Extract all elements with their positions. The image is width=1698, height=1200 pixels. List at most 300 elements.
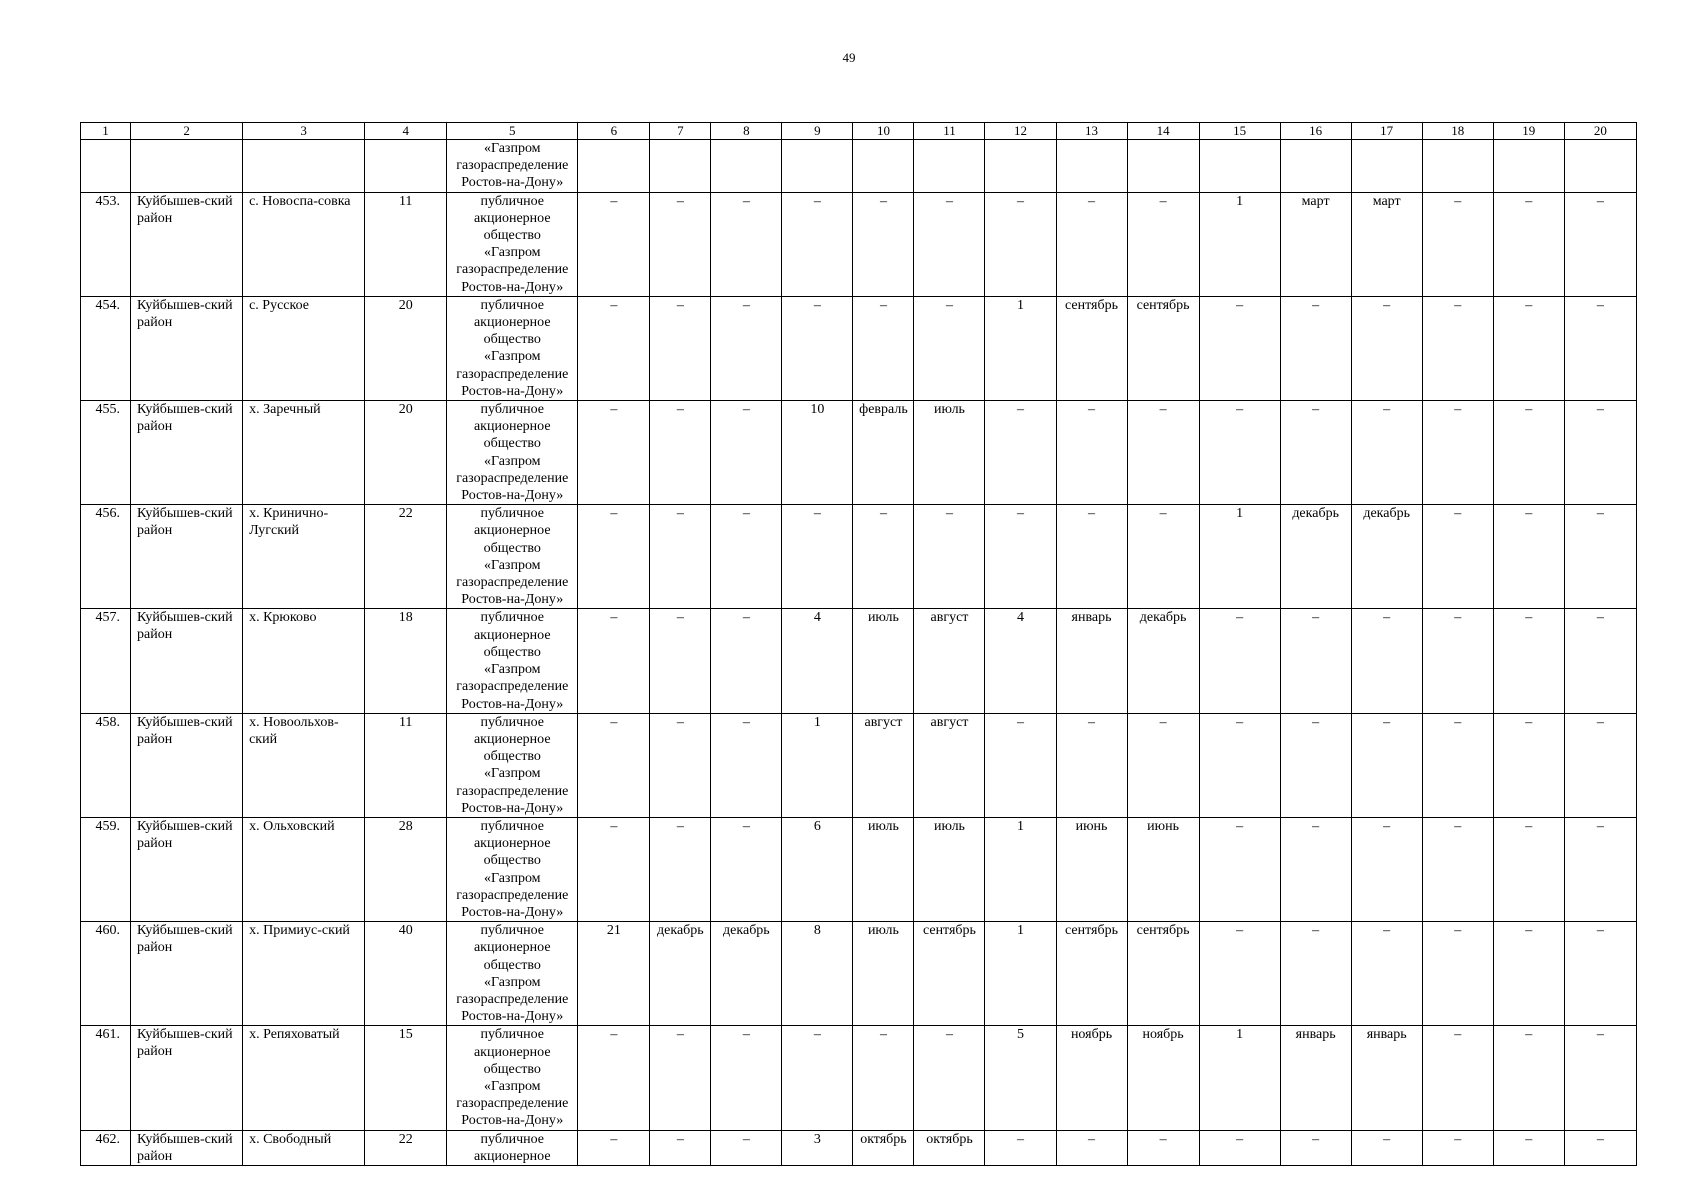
- owner-cell: [447, 140, 578, 193]
- value-cell-col-14: декабрь: [1127, 609, 1199, 713]
- gasification-schedule-table: [80, 122, 1637, 1166]
- value-cell-col-18: –: [1422, 296, 1493, 400]
- column-header-9: 9: [782, 123, 853, 140]
- value-cell-col-10: –: [853, 296, 914, 400]
- value-cell-col-18: –: [1422, 817, 1493, 921]
- value-cell-col-6: –: [578, 192, 650, 296]
- value-cell-col-12: –: [985, 1130, 1056, 1165]
- owner-line: «Газпром: [483, 245, 541, 261]
- owner-cell: [447, 713, 578, 817]
- empty-cell: [1493, 140, 1564, 193]
- value-cell-col-13: –: [1056, 1130, 1127, 1165]
- column-header-14: 14: [1127, 123, 1199, 140]
- value-cell-col-9: –: [782, 192, 853, 296]
- empty-cell: [81, 140, 131, 193]
- value-cell-col-14: –: [1127, 192, 1199, 296]
- owner-line: газораспределение: [456, 470, 569, 486]
- value-cell-col-6: –: [578, 1130, 650, 1165]
- owner-line: Ростов-на-Дону»: [461, 488, 564, 504]
- value-cell-col-7: –: [650, 1130, 711, 1165]
- value-cell-col-15: –: [1199, 296, 1280, 400]
- empty-cell: [243, 140, 365, 193]
- owner-line: общество: [483, 644, 541, 660]
- value-cell-col-9: 6: [782, 817, 853, 921]
- value-cell-col-7: –: [650, 713, 711, 817]
- value-cell-col-9: 10: [782, 401, 853, 505]
- value-cell-col-11: август: [914, 609, 985, 713]
- row-number: 458.: [81, 713, 131, 817]
- value-cell-col-17: –: [1351, 296, 1422, 400]
- table-row-continuation: [81, 140, 1637, 193]
- owner-line: акционерное: [473, 731, 551, 747]
- value-cell-col-16: –: [1280, 713, 1351, 817]
- value-cell-col-15: –: [1199, 1130, 1280, 1165]
- value-cell-col-9: –: [782, 1026, 853, 1130]
- district-cell: Куйбышев-ский район: [131, 1130, 243, 1165]
- empty-cell: [782, 140, 853, 193]
- value-cell-col-10: –: [853, 505, 914, 609]
- empty-cell: [914, 140, 985, 193]
- table-body: [81, 140, 1637, 1166]
- value-cell-col-15: 1: [1199, 192, 1280, 296]
- owner-line: общество: [483, 332, 541, 348]
- value-cell-col-16: –: [1280, 609, 1351, 713]
- value-cell-col-9: –: [782, 296, 853, 400]
- value-cell-col-6: –: [578, 713, 650, 817]
- value-cell-col-20: –: [1564, 1130, 1636, 1165]
- value-cell-col-11: –: [914, 192, 985, 296]
- owner-line: «Газпром: [483, 453, 541, 469]
- value-cell-col-13: январь: [1056, 609, 1127, 713]
- row-number: 462.: [81, 1130, 131, 1165]
- column-header-20: 20: [1564, 123, 1636, 140]
- value-cell-col-17: январь: [1351, 1026, 1422, 1130]
- owner-line: Ростов-на-Дону»: [461, 592, 564, 608]
- empty-cell: [1564, 140, 1636, 193]
- count-cell: 20: [365, 401, 447, 505]
- owner-line: Ростов-на-Дону»: [461, 279, 564, 295]
- column-header-12: 12: [985, 123, 1056, 140]
- page-number: 49: [842, 50, 856, 65]
- empty-cell: [650, 140, 711, 193]
- value-cell-col-15: 1: [1199, 1026, 1280, 1130]
- value-cell-col-8: –: [711, 192, 782, 296]
- value-cell-col-13: сентябрь: [1056, 922, 1127, 1026]
- value-cell-col-8: –: [711, 505, 782, 609]
- value-cell-col-9: –: [782, 505, 853, 609]
- value-cell-col-9: 3: [782, 1130, 853, 1165]
- owner-line: общество: [483, 228, 541, 244]
- value-cell-col-20: –: [1564, 296, 1636, 400]
- owner-line: общество: [483, 436, 541, 452]
- owner-cell: [447, 296, 578, 400]
- owner-line: акционерное: [473, 627, 551, 643]
- value-cell-col-18: –: [1422, 1026, 1493, 1130]
- owner-line: публичное: [480, 1131, 544, 1147]
- value-cell-col-13: –: [1056, 192, 1127, 296]
- value-cell-col-19: –: [1493, 713, 1564, 817]
- value-cell-col-15: –: [1199, 922, 1280, 1026]
- locality-cell: х. Заречный: [243, 401, 365, 505]
- locality-cell: х. Крюково: [243, 609, 365, 713]
- value-cell-col-7: –: [650, 505, 711, 609]
- empty-cell: [131, 140, 243, 193]
- district-cell: Куйбышев-ский район: [131, 609, 243, 713]
- count-cell: 15: [365, 1026, 447, 1130]
- value-cell-col-10: –: [853, 192, 914, 296]
- empty-cell: [1056, 140, 1127, 193]
- empty-cell: [711, 140, 782, 193]
- owner-line: публичное: [480, 610, 544, 626]
- value-cell-col-9: 4: [782, 609, 853, 713]
- owner-line: акционерное: [473, 836, 551, 852]
- column-header-18: 18: [1422, 123, 1493, 140]
- value-cell-col-11: октябрь: [914, 1130, 985, 1165]
- owner-cell: [447, 817, 578, 921]
- column-header-13: 13: [1056, 123, 1127, 140]
- row-number: 453.: [81, 192, 131, 296]
- value-cell-col-16: –: [1280, 817, 1351, 921]
- owner-line: «Газпром: [483, 766, 541, 782]
- count-cell: 18: [365, 609, 447, 713]
- column-header-11: 11: [914, 123, 985, 140]
- column-header-1: 1: [81, 123, 131, 140]
- owner-line: газораспределение: [456, 575, 569, 591]
- value-cell-col-7: декабрь: [650, 922, 711, 1026]
- value-cell-col-7: –: [650, 296, 711, 400]
- value-cell-col-19: –: [1493, 505, 1564, 609]
- value-cell-col-18: –: [1422, 192, 1493, 296]
- value-cell-col-12: 5: [985, 1026, 1056, 1130]
- column-header-6: 6: [578, 123, 650, 140]
- value-cell-col-14: июнь: [1127, 817, 1199, 921]
- owner-cell: [447, 505, 578, 609]
- value-cell-col-8: –: [711, 1026, 782, 1130]
- owner-line: публичное: [480, 297, 544, 313]
- value-cell-col-14: –: [1127, 1130, 1199, 1165]
- value-cell-col-17: –: [1351, 817, 1422, 921]
- column-header-4: 4: [365, 123, 447, 140]
- value-cell-col-6: –: [578, 817, 650, 921]
- value-cell-col-6: –: [578, 505, 650, 609]
- value-cell-col-11: июль: [914, 817, 985, 921]
- owner-line: акционерное: [473, 1148, 551, 1164]
- value-cell-col-8: –: [711, 817, 782, 921]
- value-cell-col-13: июнь: [1056, 817, 1127, 921]
- row-number: 460.: [81, 922, 131, 1026]
- owner-cell: [447, 1026, 578, 1130]
- value-cell-col-20: –: [1564, 505, 1636, 609]
- row-number: 456.: [81, 505, 131, 609]
- empty-cell: [1280, 140, 1351, 193]
- owner-line: общество: [483, 540, 541, 556]
- value-cell-col-8: –: [711, 1130, 782, 1165]
- owner-line: «Газпром: [483, 1078, 541, 1094]
- value-cell-col-18: –: [1422, 922, 1493, 1026]
- locality-cell: х. Репяховатый: [243, 1026, 365, 1130]
- owner-cell: [447, 1130, 578, 1165]
- owner-line: Ростов-на-Дону»: [461, 175, 564, 191]
- owner-line: акционерное: [473, 419, 551, 435]
- owner-line: акционерное: [473, 315, 551, 331]
- value-cell-col-18: –: [1422, 1130, 1493, 1165]
- column-header-10: 10: [853, 123, 914, 140]
- locality-cell: х. Свободный: [243, 1130, 365, 1165]
- value-cell-col-8: –: [711, 609, 782, 713]
- owner-line: публичное: [480, 1027, 544, 1043]
- table-row: [81, 1130, 1637, 1165]
- owner-cell: [447, 401, 578, 505]
- owner-line: Ростов-на-Дону»: [461, 904, 564, 920]
- row-number: 461.: [81, 1026, 131, 1130]
- value-cell-col-17: –: [1351, 609, 1422, 713]
- value-cell-col-20: –: [1564, 922, 1636, 1026]
- owner-line: общество: [483, 853, 541, 869]
- value-cell-col-16: март: [1280, 192, 1351, 296]
- value-cell-col-11: июль: [914, 401, 985, 505]
- value-cell-col-15: –: [1199, 609, 1280, 713]
- value-cell-col-18: –: [1422, 401, 1493, 505]
- value-cell-col-10: октябрь: [853, 1130, 914, 1165]
- column-number-header: [81, 123, 1637, 140]
- empty-cell: [578, 140, 650, 193]
- value-cell-col-10: июль: [853, 817, 914, 921]
- column-header-16: 16: [1280, 123, 1351, 140]
- value-cell-col-11: –: [914, 1026, 985, 1130]
- value-cell-col-20: –: [1564, 609, 1636, 713]
- district-cell: Куйбышев-ский район: [131, 192, 243, 296]
- empty-cell: [1199, 140, 1280, 193]
- empty-cell: [365, 140, 447, 193]
- value-cell-col-8: –: [711, 713, 782, 817]
- owner-line: публичное: [480, 402, 544, 418]
- owner-line: Ростов-на-Дону»: [461, 696, 564, 712]
- table-row: [81, 296, 1637, 400]
- value-cell-col-6: –: [578, 296, 650, 400]
- value-cell-col-19: –: [1493, 401, 1564, 505]
- value-cell-col-20: –: [1564, 401, 1636, 505]
- owner-line: публичное: [480, 818, 544, 834]
- row-number: 454.: [81, 296, 131, 400]
- column-header-8: 8: [711, 123, 782, 140]
- column-header-2: 2: [131, 123, 243, 140]
- table-row: [81, 609, 1637, 713]
- empty-cell: [1127, 140, 1199, 193]
- value-cell-col-11: август: [914, 713, 985, 817]
- owner-line: акционерное: [473, 523, 551, 539]
- value-cell-col-19: –: [1493, 1026, 1564, 1130]
- owner-line: публичное: [480, 506, 544, 522]
- owner-line: «Газпром: [483, 974, 541, 990]
- value-cell-col-16: –: [1280, 922, 1351, 1026]
- value-cell-col-13: –: [1056, 401, 1127, 505]
- owner-line: Ростов-на-Дону»: [461, 383, 564, 399]
- owner-line: «Газпром: [483, 349, 541, 365]
- value-cell-col-10: август: [853, 713, 914, 817]
- value-cell-col-16: декабрь: [1280, 505, 1351, 609]
- owner-line: Ростов-на-Дону»: [461, 1113, 564, 1129]
- value-cell-col-10: февраль: [853, 401, 914, 505]
- value-cell-col-12: 1: [985, 817, 1056, 921]
- locality-cell: с. Русское: [243, 296, 365, 400]
- value-cell-col-18: –: [1422, 713, 1493, 817]
- value-cell-col-15: –: [1199, 401, 1280, 505]
- value-cell-col-7: –: [650, 401, 711, 505]
- value-cell-col-17: –: [1351, 401, 1422, 505]
- value-cell-col-14: сентябрь: [1127, 922, 1199, 1026]
- value-cell-col-9: 1: [782, 713, 853, 817]
- district-cell: Куйбышев-ский район: [131, 817, 243, 921]
- value-cell-col-17: декабрь: [1351, 505, 1422, 609]
- owner-line: газораспределение: [456, 887, 569, 903]
- column-header-15: 15: [1199, 123, 1280, 140]
- owner-line: Ростов-на-Дону»: [461, 800, 564, 816]
- count-cell: 22: [365, 1130, 447, 1165]
- value-cell-col-20: –: [1564, 192, 1636, 296]
- value-cell-col-14: –: [1127, 713, 1199, 817]
- table-row: [81, 713, 1637, 817]
- value-cell-col-17: –: [1351, 922, 1422, 1026]
- value-cell-col-6: –: [578, 609, 650, 713]
- value-cell-col-8: –: [711, 296, 782, 400]
- owner-line: «Газпром: [483, 141, 541, 156]
- value-cell-col-12: 1: [985, 296, 1056, 400]
- value-cell-col-7: –: [650, 1026, 711, 1130]
- district-cell: Куйбышев-ский район: [131, 922, 243, 1026]
- owner-line: акционерное: [473, 210, 551, 226]
- count-cell: 11: [365, 192, 447, 296]
- column-header-19: 19: [1493, 123, 1564, 140]
- column-header-3: 3: [243, 123, 365, 140]
- value-cell-col-14: ноябрь: [1127, 1026, 1199, 1130]
- table-row: [81, 1026, 1637, 1130]
- table-row: [81, 922, 1637, 1026]
- value-cell-col-20: –: [1564, 713, 1636, 817]
- count-cell: 28: [365, 817, 447, 921]
- value-cell-col-7: –: [650, 817, 711, 921]
- empty-cell: [1422, 140, 1493, 193]
- owner-line: общество: [483, 749, 541, 765]
- district-cell: Куйбышев-ский район: [131, 296, 243, 400]
- value-cell-col-6: –: [578, 401, 650, 505]
- count-cell: 40: [365, 922, 447, 1026]
- value-cell-col-15: –: [1199, 713, 1280, 817]
- column-header-7: 7: [650, 123, 711, 140]
- value-cell-col-11: –: [914, 296, 985, 400]
- locality-cell: х. Кринично-Лугский: [243, 505, 365, 609]
- owner-line: газораспределение: [456, 1096, 569, 1112]
- value-cell-col-19: –: [1493, 609, 1564, 713]
- value-cell-col-7: –: [650, 192, 711, 296]
- owner-cell: [447, 192, 578, 296]
- owner-line: публичное: [480, 923, 544, 939]
- value-cell-col-14: –: [1127, 401, 1199, 505]
- value-cell-col-12: –: [985, 192, 1056, 296]
- value-cell-col-12: –: [985, 505, 1056, 609]
- locality-cell: с. Новоспа-совка: [243, 192, 365, 296]
- owner-cell: [447, 609, 578, 713]
- district-cell: Куйбышев-ский район: [131, 505, 243, 609]
- value-cell-col-12: –: [985, 713, 1056, 817]
- value-cell-col-17: март: [1351, 192, 1422, 296]
- value-cell-col-20: –: [1564, 1026, 1636, 1130]
- count-cell: 20: [365, 296, 447, 400]
- value-cell-col-16: –: [1280, 1130, 1351, 1165]
- district-cell: Куйбышев-ский район: [131, 401, 243, 505]
- row-number: 457.: [81, 609, 131, 713]
- count-cell: 22: [365, 505, 447, 609]
- empty-cell: [1351, 140, 1422, 193]
- value-cell-col-16: –: [1280, 401, 1351, 505]
- locality-cell: х. Примиус-ский: [243, 922, 365, 1026]
- owner-line: газораспределение: [456, 991, 569, 1007]
- owner-line: газораспределение: [456, 262, 569, 278]
- value-cell-col-9: 8: [782, 922, 853, 1026]
- table-row: [81, 401, 1637, 505]
- owner-line: «Газпром: [483, 557, 541, 573]
- locality-cell: х. Ольховский: [243, 817, 365, 921]
- owner-line: «Газпром: [483, 870, 541, 886]
- row-number: 455.: [81, 401, 131, 505]
- district-cell: Куйбышев-ский район: [131, 713, 243, 817]
- district-cell: Куйбышев-ский район: [131, 1026, 243, 1130]
- value-cell-col-13: –: [1056, 505, 1127, 609]
- value-cell-col-11: –: [914, 505, 985, 609]
- column-header-5: 5: [447, 123, 578, 140]
- empty-cell: [985, 140, 1056, 193]
- value-cell-col-8: –: [711, 401, 782, 505]
- owner-line: публичное: [480, 714, 544, 730]
- value-cell-col-10: июль: [853, 609, 914, 713]
- value-cell-col-11: сентябрь: [914, 922, 985, 1026]
- value-cell-col-17: –: [1351, 713, 1422, 817]
- value-cell-col-12: –: [985, 401, 1056, 505]
- count-cell: 11: [365, 713, 447, 817]
- value-cell-col-19: –: [1493, 817, 1564, 921]
- value-cell-col-13: ноябрь: [1056, 1026, 1127, 1130]
- value-cell-col-13: –: [1056, 713, 1127, 817]
- row-number: 459.: [81, 817, 131, 921]
- value-cell-col-6: 21: [578, 922, 650, 1026]
- value-cell-col-16: январь: [1280, 1026, 1351, 1130]
- value-cell-col-14: сентябрь: [1127, 296, 1199, 400]
- value-cell-col-19: –: [1493, 1130, 1564, 1165]
- value-cell-col-19: –: [1493, 922, 1564, 1026]
- value-cell-col-8: декабрь: [711, 922, 782, 1026]
- value-cell-col-6: –: [578, 1026, 650, 1130]
- locality-cell: х. Новоольхов-ский: [243, 713, 365, 817]
- column-header-17: 17: [1351, 123, 1422, 140]
- owner-line: акционерное: [473, 1044, 551, 1060]
- owner-line: газораспределение: [456, 158, 569, 174]
- value-cell-col-19: –: [1493, 296, 1564, 400]
- value-cell-col-18: –: [1422, 609, 1493, 713]
- owner-cell: [447, 922, 578, 1026]
- value-cell-col-7: –: [650, 609, 711, 713]
- value-cell-col-18: –: [1422, 505, 1493, 609]
- value-cell-col-17: –: [1351, 1130, 1422, 1165]
- owner-line: акционерное: [473, 940, 551, 956]
- owner-line: газораспределение: [456, 783, 569, 799]
- table-row: [81, 817, 1637, 921]
- value-cell-col-20: –: [1564, 817, 1636, 921]
- owner-line: публичное: [480, 193, 544, 209]
- table-row: [81, 505, 1637, 609]
- owner-line: Ростов-на-Дону»: [461, 1009, 564, 1025]
- value-cell-col-13: сентябрь: [1056, 296, 1127, 400]
- empty-cell: [853, 140, 914, 193]
- value-cell-col-15: –: [1199, 817, 1280, 921]
